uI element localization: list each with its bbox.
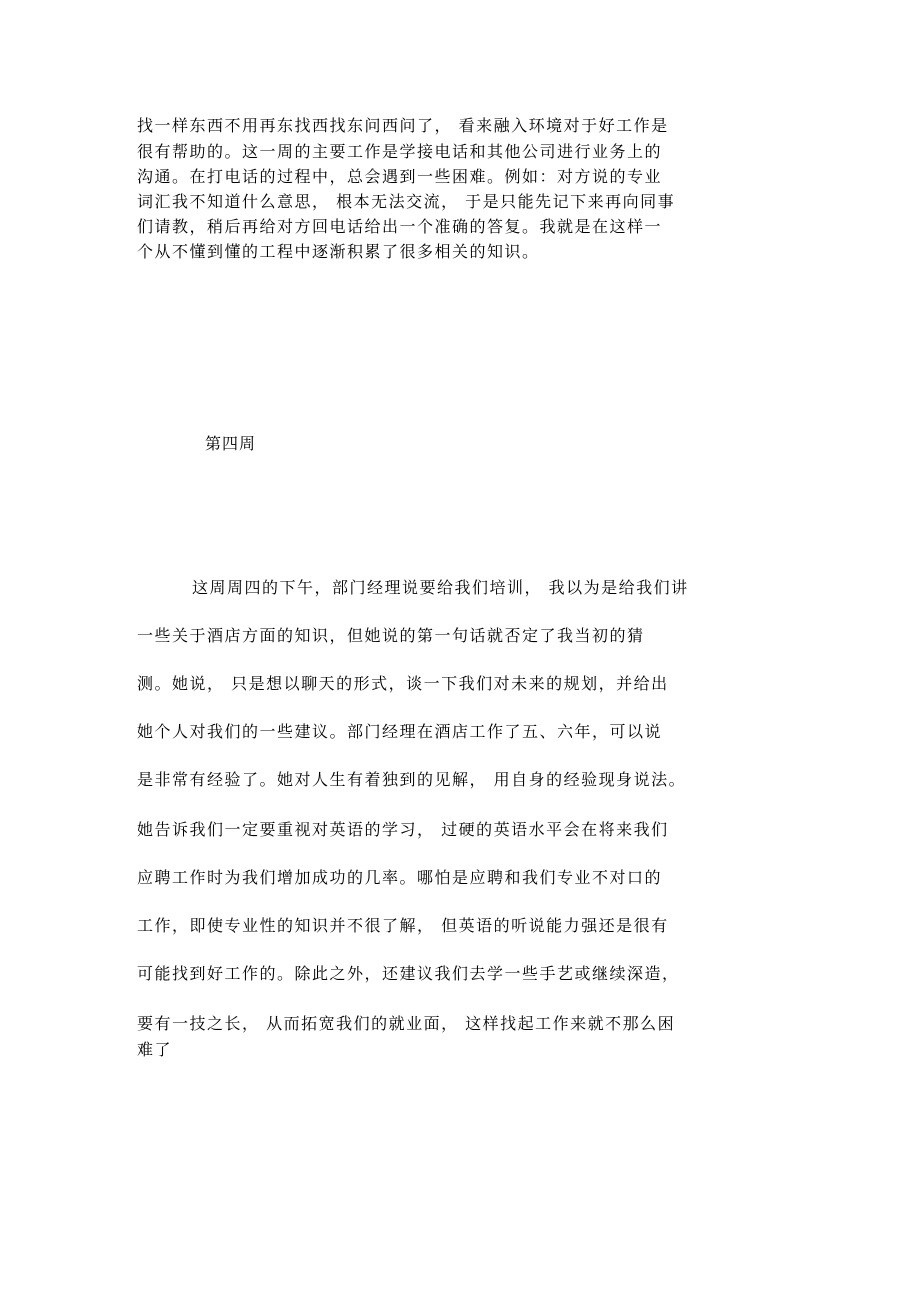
paragraph-week4-line-3: 测。她说， 只是想以聊天的形式，谈一下我们对未来的规划，并给出 (137, 674, 669, 693)
paragraph-week4-line-6: 她告诉我们一定要重视对英语的学习， 过硬的英语水平会在将来我们 (137, 820, 669, 839)
paragraph-top-line-2: 很有帮助的。这一周的主要工作是学接电话和其他公司进行业务上的 (137, 142, 663, 161)
paragraph-top-line-5: 们请教，稍后再给对方回电话给出一个准确的答复。我就是在这样一 (137, 217, 663, 236)
paragraph-week4-line-2: 一些关于酒店方面的知识，但她说的第一句话就否定了我当初的猜 (137, 626, 645, 645)
paragraph-week4-line-5: 是非常有经验了。她对人生有着独到的见解， 用自身的经验现身说法。 (137, 770, 687, 789)
paragraph-top-line-1: 找一样东西不用再东找西找东问西问了， 看来融入环境对于好工作是 (137, 116, 669, 135)
paragraph-top-line-3: 沟通。在打电话的过程中，总会遇到一些困难。例如：对方说的专业 (137, 167, 663, 186)
paragraph-week4-line-7: 应聘工作时为我们增加成功的几率。哪怕是应聘和我们专业不对口的 (137, 868, 663, 887)
paragraph-week4-line-9: 可能找到好工作的。除此之外，还建议我们去学一些手艺或继续深造， (137, 964, 680, 983)
section-heading-week4: 第四周 (205, 434, 257, 453)
paragraph-week4-line-4: 她个人对我们的一些建议。部门经理在酒店工作了五、六年，可以说 (137, 722, 663, 741)
paragraph-week4-line-11: 难了 (137, 1040, 173, 1059)
paragraph-week4-line-10: 要有一技之长， 从而拓宽我们的就业面， 这样找起工作来就不那么困 (137, 1014, 676, 1033)
paragraph-week4-line-8: 工作，即使专业性的知识并不很了解， 但英语的听说能力强还是很有 (137, 916, 669, 935)
paragraph-top-line-6: 个从不懂到懂的工程中逐渐积累了很多相关的知识。 (137, 242, 540, 261)
paragraph-week4-line-1: 这周周四的下午，部门经理说要给我们培训， 我以为是给我们讲 (192, 578, 689, 597)
paragraph-top-line-4: 词汇我不知道什么意思， 根本无法交流， 于是只能先记下来再向同事 (137, 192, 676, 211)
